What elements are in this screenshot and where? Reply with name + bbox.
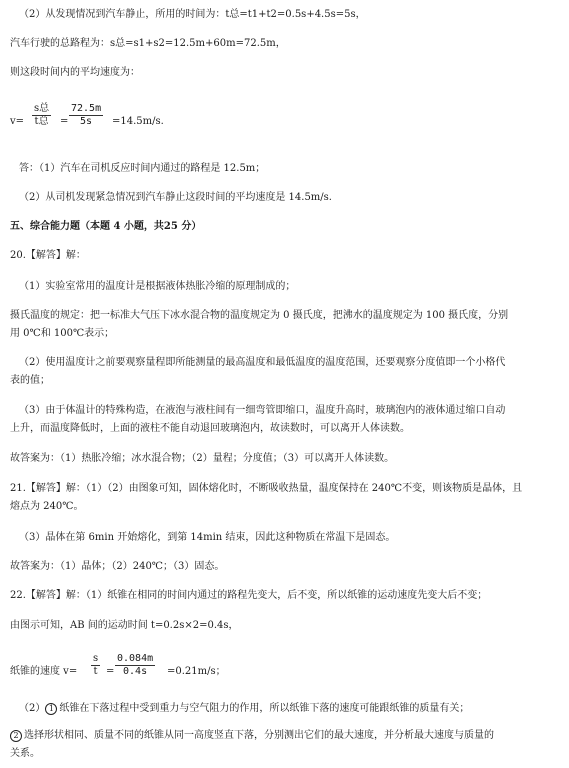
circled-number-2: 2 <box>10 730 22 742</box>
formula-result: =0.21m/s； <box>167 666 226 677</box>
formula-equals: = <box>60 116 69 127</box>
fraction-denominator: 0.4s <box>115 665 155 678</box>
fraction-s-over-t <box>91 653 100 678</box>
line-total-distance: 汽车行驶的总路程为：s总=s1+s2=12.5m+60m=72.5m， <box>10 38 286 49</box>
fraction-numerator: s总 <box>34 103 50 114</box>
q20-part-2-line1: （2）使用温度计之前要观察量程即所能测量的最高温度和最低温度的温度范围，还要观察分度值即一个小格代 <box>19 357 506 368</box>
question-22-heading: 22.【解答】解：（1）纸锥在相同的时间内通过的路程先变大，后不变，所以纸锥的运动速度先变大后不变； <box>10 590 488 601</box>
line-total-time: （2）从发现情况到汽车静止，所用的时间为：t总=t1+t2=0.5s+4.5s=5s， <box>19 9 366 20</box>
part-prefix: （2） <box>19 703 46 714</box>
fraction-numerator: 72.5m <box>71 103 102 114</box>
section-heading: 五、综合能力题（本题 4 小题，共25 分） <box>10 221 202 232</box>
q22-part-2-line2 <box>10 729 494 743</box>
q21-part-3: （3）晶体在第 6min 开始熔化，到第 14min 结束，因此这种物质在常温下是固态。 <box>19 532 396 543</box>
fraction-denominator: t总 <box>32 115 51 128</box>
fraction-values <box>69 103 103 128</box>
q20-part-2-line2: 表的值； <box>10 375 50 386</box>
answer-1: 答：（1）汽车在司机反应时间内通过的路程是 12.5m； <box>19 163 266 174</box>
q22-method-text: 选择形状相同、质量不同的纸锥从同一高度竖直下落，分别测出它们的最大速度，并分析最大速度与质量的 <box>24 730 494 741</box>
formula-result: =14.5m/s. <box>112 116 164 127</box>
q20-part-1: （1）实验室常用的温度计是根据液体热胀冷缩的原理制成的； <box>19 281 296 292</box>
question-20-heading: 20.【解答】解： <box>10 250 86 261</box>
fraction-s-over-t <box>32 103 51 128</box>
formula-equals: = <box>106 666 115 677</box>
fraction-denominator: t <box>91 665 100 678</box>
q20-celsius-definition-line2: 用 0℃和 100℃表示； <box>10 328 115 339</box>
line-average-speed-intro: 则这段时间内的平均速度为： <box>10 67 140 78</box>
circled-number-1: 1 <box>45 703 57 715</box>
question-21-line2: 熔点为 240℃。 <box>10 501 84 512</box>
q20-part-3-line1: （3）由于体温计的特殊构造，在液泡与液柱间有一细弯管即缩口，温度升高时，玻璃泡内的液体通过缩口自动 <box>19 405 506 416</box>
fraction-numerator: 0.084m <box>117 653 154 664</box>
q20-celsius-definition-line1: 摄氏温度的规定：把一标准大气压下冰水混合物的温度规定为 0 摄氏度，把沸水的温度规定为 100 摄氏度，分别 <box>10 310 509 321</box>
q20-final-answer: 故答案为：（1）热胀冷缩；冰水混合物；（2）量程；分度值；（3）可以离开人体读数。 <box>10 453 395 464</box>
fraction-numerator: s <box>93 653 99 664</box>
fraction-denominator: 5s <box>69 115 103 128</box>
q22-time-calc: 由图示可知，AB 间的运动时间 t=0.2s×2=0.4s， <box>10 620 239 631</box>
q21-final-answer: 故答案为：（1）晶体；（2）240℃；（3）固态。 <box>10 561 225 572</box>
q22-part-2-text: 纸锥在下落过程中受到重力与空气阻力的作用，所以纸锥下落的速度可能跟纸锥的质量有关； <box>59 703 470 714</box>
q20-part-3-line2: 上升，而温度降低时，上面的液柱不能自动退回玻璃泡内，故读数时，可以离开人体读数。 <box>10 423 410 434</box>
formula-v-label: v= <box>10 116 25 127</box>
fraction-values <box>115 653 155 678</box>
formula-speed-label: 纸锥的速度 v= <box>10 666 78 677</box>
question-21-line1: 21.【解答】解：（1）（2）由图象可知，固体熔化时，不断吸收热量，温度保持在 240℃不变，则该物质是晶体，且 <box>10 483 523 494</box>
answer-2: （2）从司机发现紧急情况到汽车静止这段时间的平均速度是 14.5m/s. <box>19 192 332 203</box>
q22-part-2-line3: 关系。 <box>10 748 40 759</box>
q22-part-2-line1 <box>19 702 469 716</box>
